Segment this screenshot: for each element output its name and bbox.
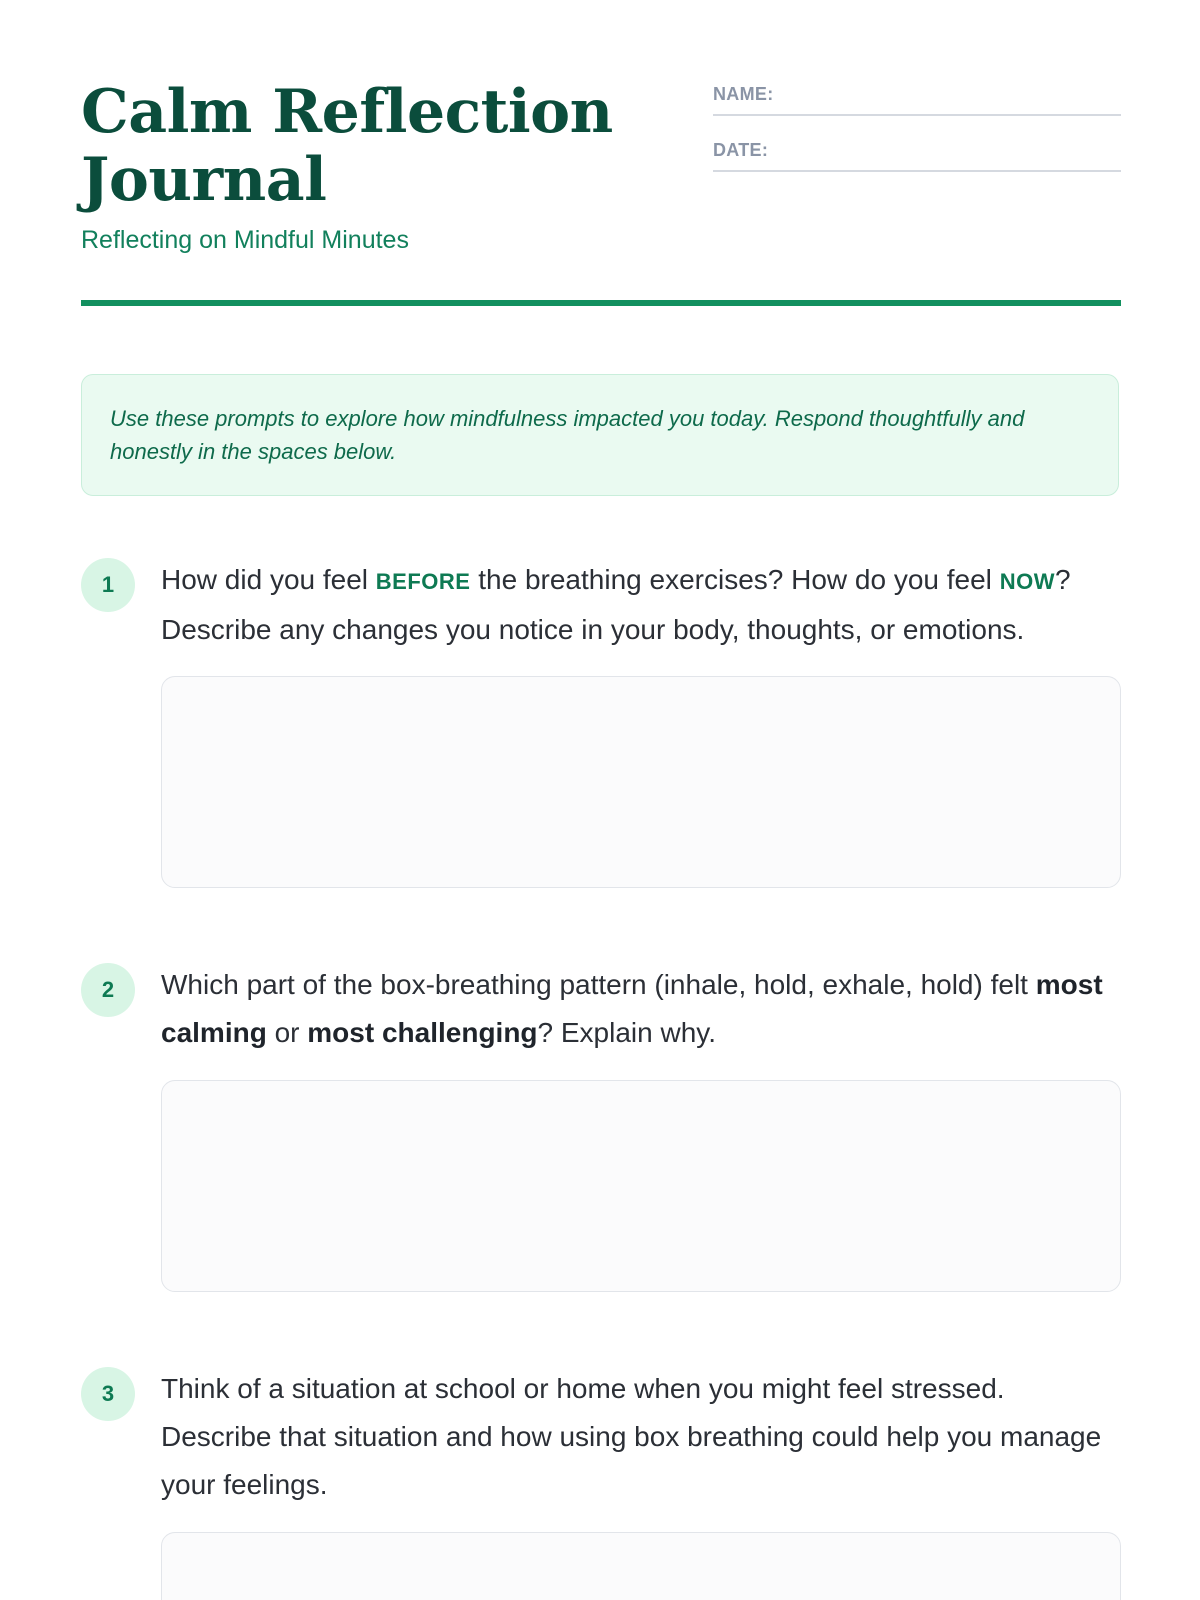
prompt-text: Which part of the box-breathing pattern (inhale, hold, exhale, hold) felt: [161, 969, 1036, 1000]
date-field[interactable]: [713, 134, 1121, 172]
prompt-text: How did you feel: [161, 564, 376, 595]
header-divider: [81, 300, 1121, 306]
page-subtitle: Reflecting on Mindful Minutes: [81, 226, 409, 254]
answer-box[interactable]: [161, 1532, 1121, 1600]
prompt-text: Think of a situation at school or home when you might feel stressed. Describe that situation and how using box breathing could help you manage your feelings.: [161, 1373, 1102, 1500]
name-label: NAME:: [713, 84, 774, 104]
prompt-emphasis: most challenging: [307, 1017, 538, 1048]
question-number-badge: 2: [81, 963, 135, 1017]
prompt-keyword: NOW: [999, 569, 1055, 594]
journal-page: [81, 0, 1121, 1600]
prompt-text: the breathing exercises? How do you feel: [470, 564, 1000, 595]
name-field[interactable]: [713, 78, 1121, 116]
prompt-text: ? Explain why.: [537, 1017, 716, 1048]
journal-header: [81, 78, 1121, 308]
page-title: Calm Reflection Journal: [81, 77, 613, 215]
instructions-text: Use these prompts to explore how mindfulness impacted you today. Respond thoughtfully and honestly in the spaces below.: [110, 406, 1025, 464]
question-prompt: [161, 556, 1121, 654]
answer-box[interactable]: [161, 676, 1121, 888]
question-number-badge: 1: [81, 558, 135, 612]
prompt-keyword: BEFORE: [375, 569, 471, 594]
prompt-emphasis: most calming: [161, 969, 1103, 1048]
date-label: DATE:: [713, 140, 769, 160]
question-prompt: [161, 1365, 1121, 1509]
instructions-box: [81, 374, 1119, 496]
prompt-text: or: [266, 1017, 308, 1048]
question-number-badge: 3: [81, 1367, 135, 1421]
student-info: [713, 78, 1121, 190]
question-prompt: [161, 961, 1121, 1057]
prompt-text: ? Describe any changes you notice in your body, thoughts, or emotions.: [161, 564, 1071, 645]
answer-box[interactable]: [161, 1080, 1121, 1292]
